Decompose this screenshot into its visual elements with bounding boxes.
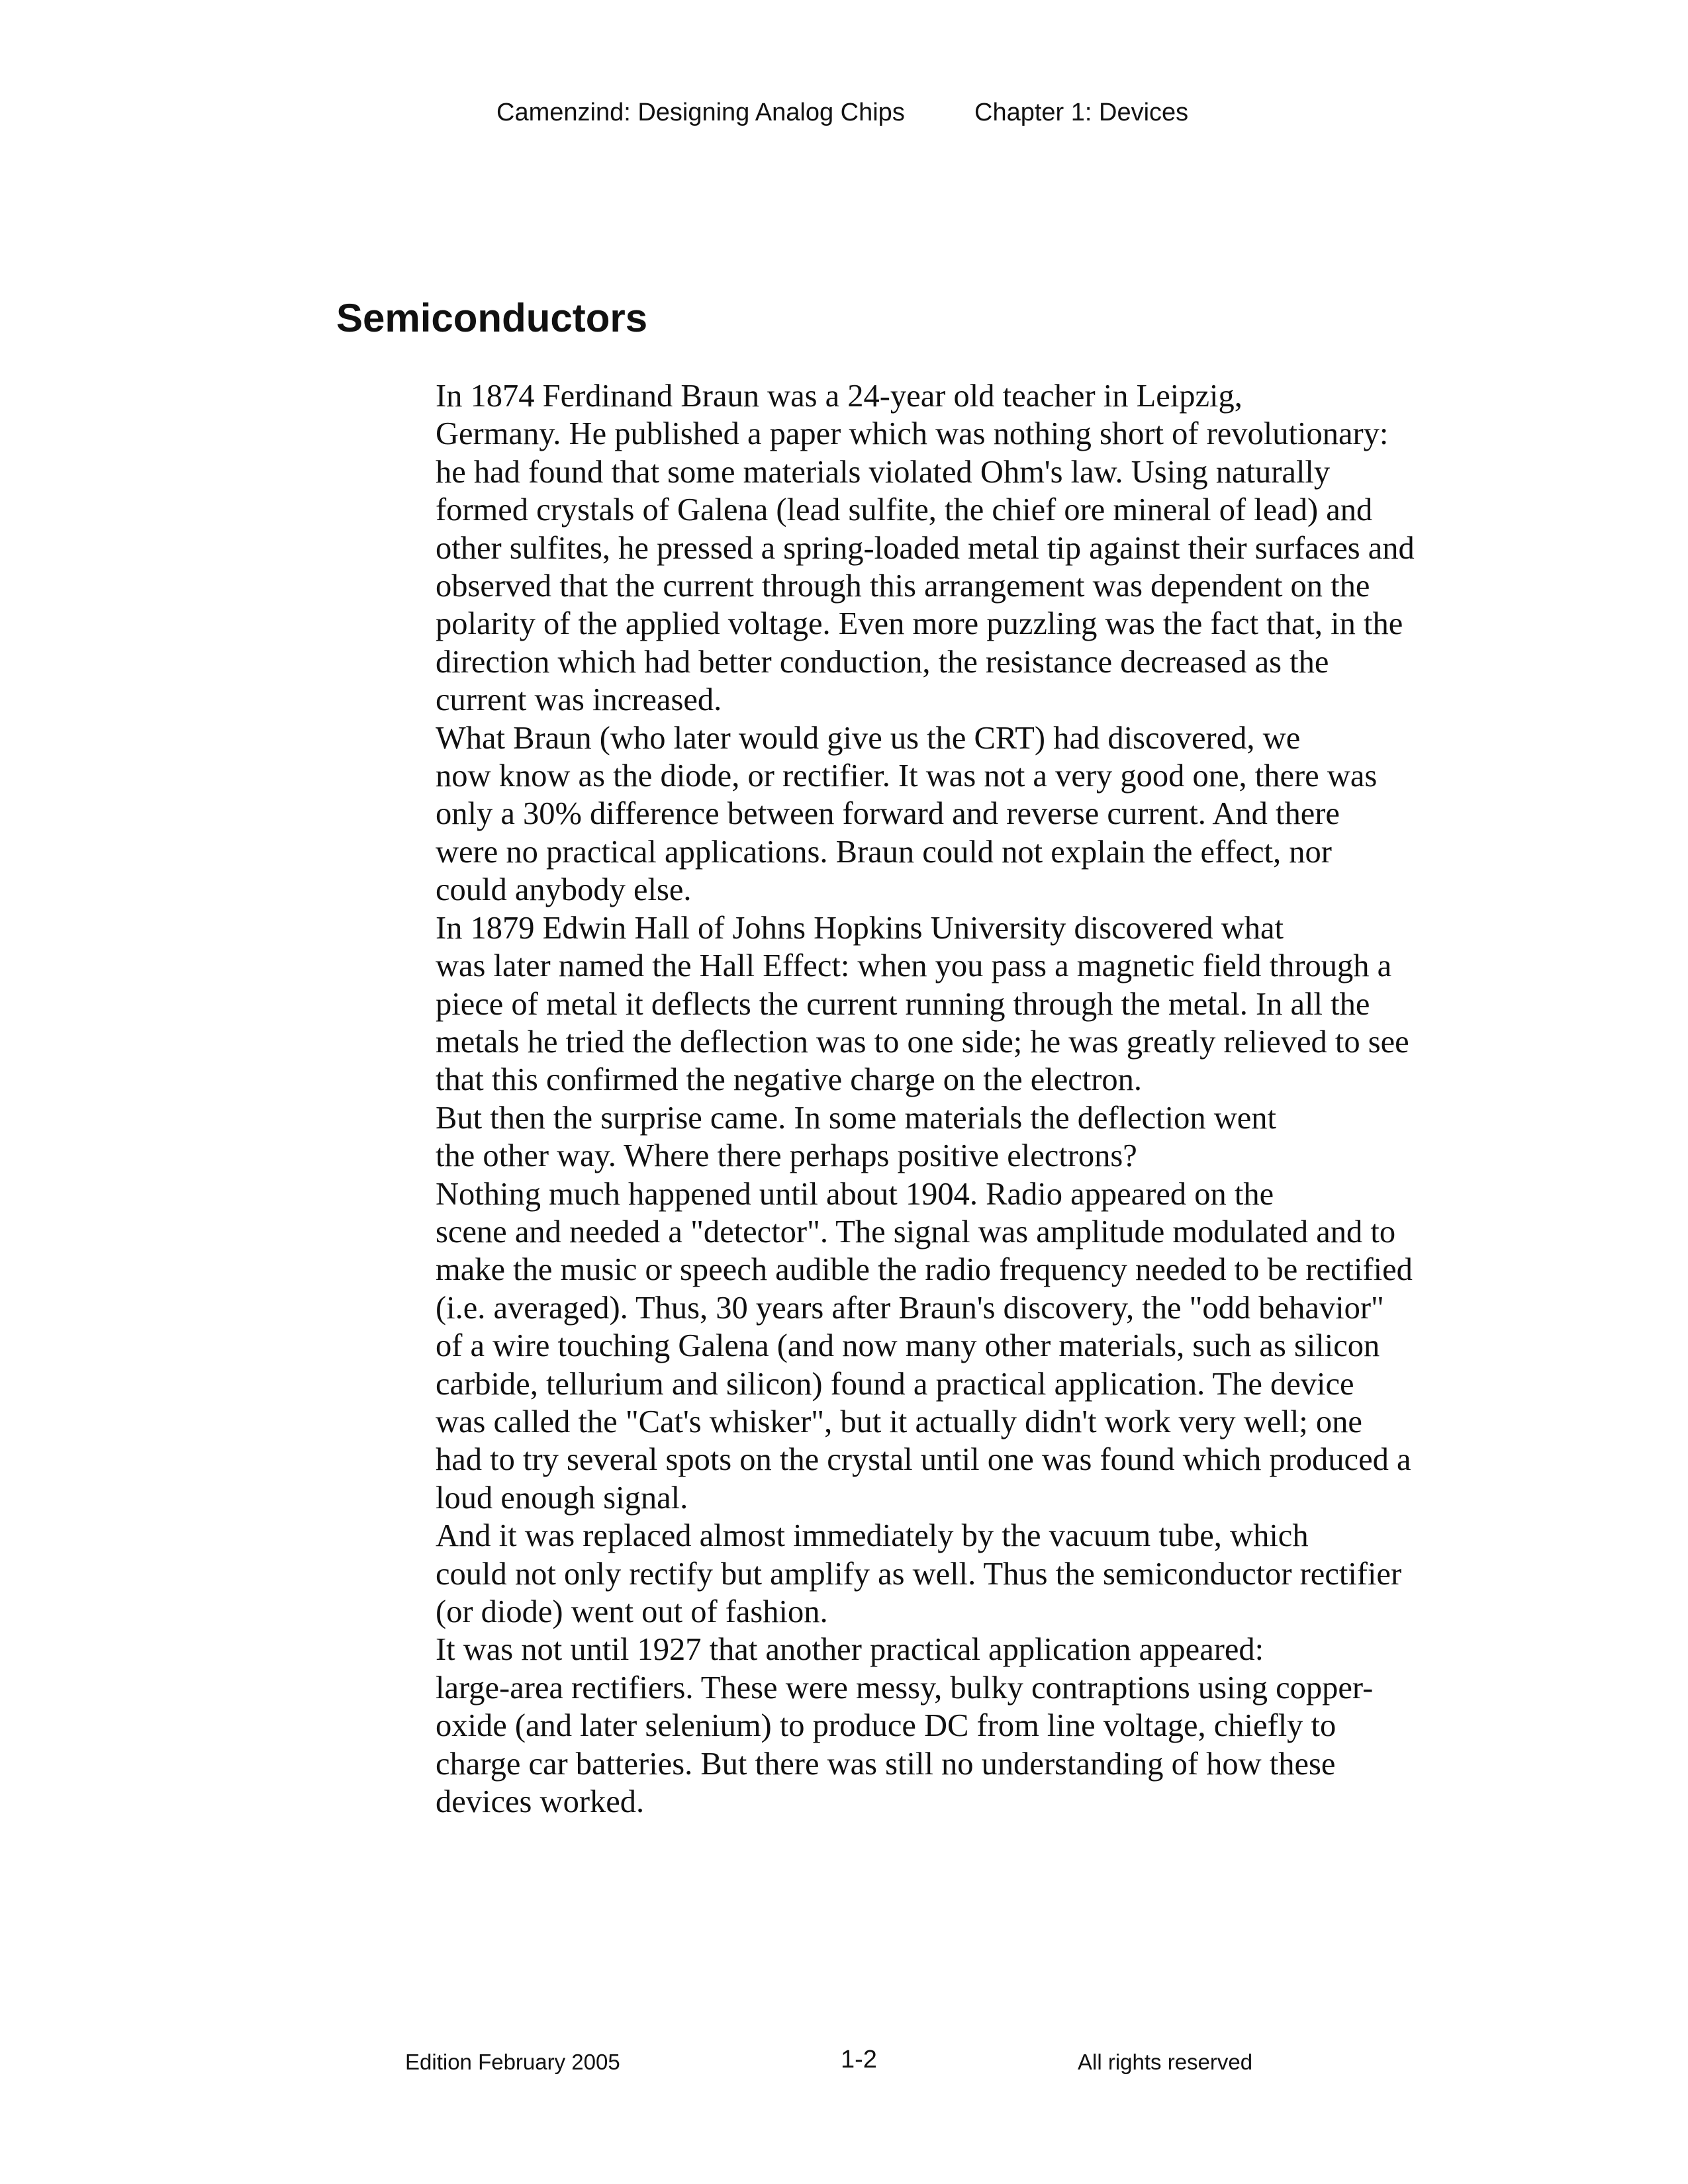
text-line: had to try several spots on the crystal until one was found which produced a	[436, 1442, 1411, 1478]
text-line: But then the surprise came. In some materials the deflection went	[436, 1100, 1277, 1136]
text-line: he had found that some materials violated Ohm's law. Using naturally	[436, 454, 1331, 490]
paragraph	[336, 377, 1415, 719]
text-line: metals he tried the deflection was to one side; he was greatly relieved to see	[436, 1024, 1409, 1060]
text-line: large-area rectifiers. These were messy, bulky contraptions using copper-	[436, 1670, 1374, 1706]
body-text	[336, 377, 1415, 1821]
text-line: In 1874 Ferdinand Braun was a 24-year old teacher in Leipzig,	[436, 379, 1243, 414]
text-line: Germany. He published a paper which was nothing short of revolutionary:	[436, 416, 1389, 452]
text-line: oxide (and later selenium) to produce DC from line voltage, chiefly to	[436, 1708, 1336, 1744]
paragraph	[336, 1517, 1402, 1631]
text-line: devices worked.	[436, 1784, 645, 1820]
text-line: make the music or speech audible the radio frequency needed to be rectified	[436, 1252, 1413, 1288]
paragraph	[336, 719, 1378, 909]
text-line: of a wire touching Galena (and now many other materials, such as silicon	[436, 1328, 1380, 1364]
text-line: piece of metal it deflects the current running through the metal. In all the	[436, 986, 1370, 1022]
text-line: scene and needed a "detector". The signal was amplitude modulated and to	[436, 1214, 1396, 1250]
paragraph	[336, 909, 1409, 1099]
paragraph	[336, 1099, 1352, 1175]
text-line: other sulfites, he pressed a spring-loaded metal tip against their surfaces and	[436, 530, 1415, 566]
footer-rights: All rights reserved	[1078, 2050, 1253, 2074]
text-line: that this confirmed the negative charge on the electron.	[436, 1062, 1143, 1098]
text-line: It was not until 1927 that another practical application appeared:	[436, 1632, 1264, 1668]
text-line: (i.e. averaged). Thus, 30 years after Braun's discovery, the "odd behavior"	[436, 1290, 1384, 1326]
text-line: carbide, tellurium and silicon) found a practical application. The device	[436, 1366, 1354, 1402]
footer-edition: Edition February 2005	[405, 2050, 620, 2074]
running-header-chapter: Chapter 1: Devices	[974, 99, 1189, 126]
paragraph	[336, 1175, 1413, 1518]
page-number: 1-2	[841, 2046, 877, 2073]
text-line: now know as the diode, or rectifier. It was not a very good one, there was	[436, 758, 1378, 794]
text-line: could anybody else.	[436, 872, 692, 908]
text-line: (or diode) went out of fashion.	[436, 1594, 828, 1629]
section-heading: Semiconductors	[336, 296, 648, 340]
text-line: the other way. Where there perhaps positive electrons?	[436, 1138, 1137, 1174]
text-line: Nothing much happened until about 1904. Radio appeared on the	[436, 1176, 1274, 1212]
text-line: direction which had better conduction, the resistance decreased as the	[436, 644, 1329, 680]
text-line: In 1879 Edwin Hall of Johns Hopkins University discovered what	[436, 910, 1284, 946]
text-line: could not only rectify but amplify as well. Thus the semiconductor rectifier	[436, 1556, 1402, 1592]
text-line: formed crystals of Galena (lead sulfite, the chief ore mineral of lead) and	[436, 492, 1373, 528]
text-line: loud enough signal.	[436, 1480, 688, 1516]
text-line: current was increased.	[436, 682, 722, 718]
text-line: polarity of the applied voltage. Even more puzzling was the fact that, in the	[436, 606, 1403, 642]
text-line: was later named the Hall Effect: when you pass a magnetic field through a	[436, 948, 1392, 984]
text-line: And it was replaced almost immediately by the vacuum tube, which	[436, 1518, 1309, 1554]
text-line: charge car batteries. But there was still no understanding of how these	[436, 1746, 1336, 1782]
text-line: observed that the current through this arrangement was dependent on the	[436, 569, 1370, 604]
text-line: was called the "Cat's whisker", but it actually didn't work very well; one	[436, 1404, 1362, 1439]
running-header-book-title: Camenzind: Designing Analog Chips	[496, 99, 905, 126]
text-line: were no practical applications. Braun could not explain the effect, nor	[436, 834, 1332, 870]
text-line: What Braun (who later would give us the CRT) had discovered, we	[436, 720, 1301, 756]
text-line: only a 30% difference between forward and reverse current. And there	[436, 796, 1340, 832]
paragraph	[336, 1631, 1374, 1821]
